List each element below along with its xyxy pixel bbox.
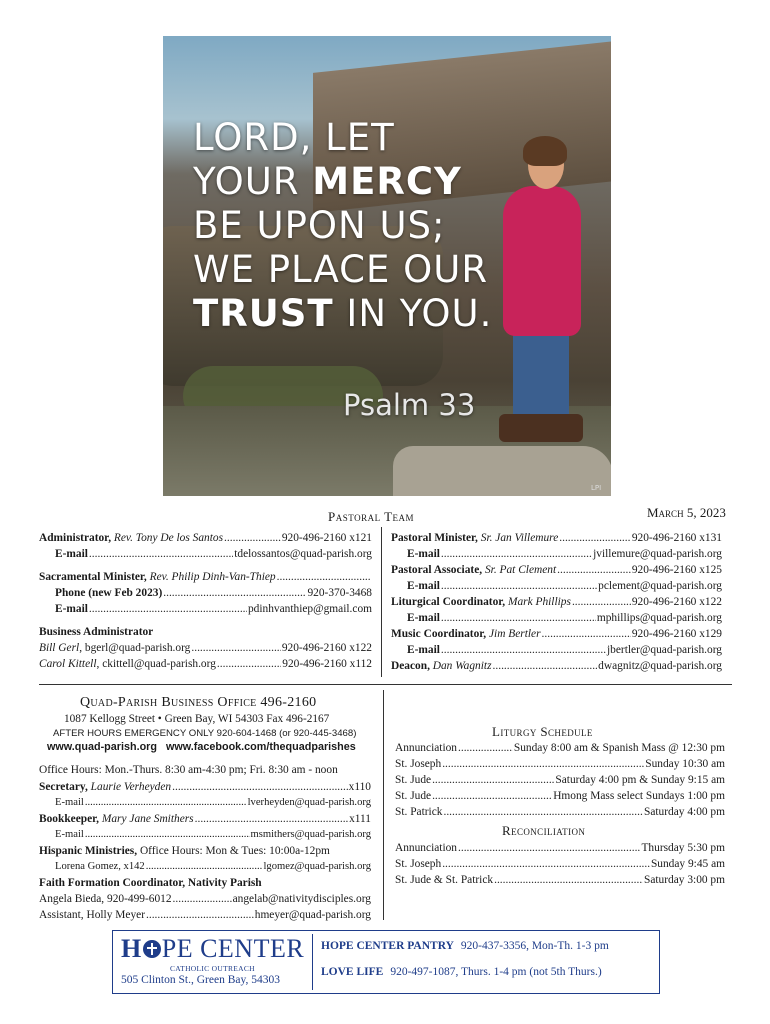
row-value: Sunday 9:45 am xyxy=(650,858,725,870)
row-value: mphillips@quad-parish.org xyxy=(596,612,722,624)
plain-label: E-mail xyxy=(55,797,84,808)
role-label: Music Coordinator, xyxy=(391,628,489,640)
row-label xyxy=(391,562,556,578)
row-label xyxy=(39,891,172,907)
row-label xyxy=(39,843,330,859)
box-divider xyxy=(312,934,313,990)
list-row xyxy=(39,569,372,585)
cross-icon xyxy=(143,940,161,958)
row-value: 920-496-2160 x125 xyxy=(631,564,722,576)
plain-label: St. Joseph xyxy=(395,858,442,870)
business-office-title: Quad-Parish Business Office 496-2160 xyxy=(80,695,317,710)
quote-line: LORD, LET xyxy=(193,116,395,159)
dot-leader xyxy=(572,594,631,610)
plain-label: St. Patrick xyxy=(395,806,443,818)
list-row xyxy=(391,546,722,562)
dot-leader xyxy=(146,907,254,923)
list-row xyxy=(391,562,722,578)
row-value: tdelossantos@quad-parish.org xyxy=(234,548,372,560)
role-label: Pastoral Minister, xyxy=(391,532,481,544)
row-value: Sunday 10:30 am xyxy=(645,758,725,770)
row-label xyxy=(395,872,493,888)
woman-boots xyxy=(499,414,583,442)
plain-label: Assistant, Holly Meyer xyxy=(39,909,145,921)
dot-leader xyxy=(442,756,644,772)
row-value: jbertler@quad-parish.org xyxy=(607,644,722,656)
plain-label: Annunciation xyxy=(395,742,458,754)
list-row xyxy=(395,788,725,804)
row-value: 920-370-3468 xyxy=(307,587,372,599)
image-credit: LPI xyxy=(591,484,602,492)
row-label xyxy=(407,578,440,594)
person-name: Rev. Philip Dinh-Van-Thiep xyxy=(149,571,276,583)
business-admin-title: Business Administrator xyxy=(39,626,154,638)
row-value: Sunday 8:00 am & Spanish Mass @ 12:30 pm xyxy=(513,742,725,754)
row-value: lgomez@quad-parish.org xyxy=(263,861,371,872)
row-label xyxy=(395,804,442,820)
role-label: E-mail xyxy=(55,548,88,560)
role-label: E-mail xyxy=(407,612,440,624)
dot-leader xyxy=(146,859,263,875)
row-value: 920-496-2160 x122 xyxy=(631,596,722,608)
bulletin-date: March 5, 2023 xyxy=(647,505,726,520)
psalm-reference: Psalm 33 xyxy=(343,388,476,422)
plain-label: St. Joseph xyxy=(395,758,442,770)
dot-leader xyxy=(85,795,247,811)
list-row xyxy=(39,875,371,891)
list-row xyxy=(39,891,371,907)
person-name: Laurie Verheyden xyxy=(90,781,172,793)
person-name: Carol Kittell xyxy=(39,658,97,670)
list-row xyxy=(391,578,722,594)
pastoral-team-right xyxy=(391,530,722,674)
list-row xyxy=(395,756,725,772)
row-label xyxy=(39,530,223,546)
row-value: Thursday 5:30 pm xyxy=(641,842,725,854)
quote-line: WE PLACE OUR xyxy=(193,248,489,291)
role-label: Faith Formation Coordinator, Nativity Parish xyxy=(39,877,262,889)
role-label: E-mail xyxy=(407,580,440,592)
person-email: , ckittell@quad-parish.org xyxy=(96,658,216,670)
quote-line: TRUST IN YOU. xyxy=(193,292,493,335)
row-value: Saturday 4:00 pm xyxy=(644,806,725,818)
row-label xyxy=(55,859,145,875)
list-row xyxy=(39,827,371,843)
hope-center-logo: H PE CENTER xyxy=(121,934,305,963)
person-email: , bgerl@quad-parish.org xyxy=(79,642,191,654)
plain-label: E-mail xyxy=(55,829,84,840)
dot-leader xyxy=(443,804,643,820)
list-row xyxy=(391,658,722,674)
row-value: pclement@quad-parish.org xyxy=(598,580,722,592)
list-row xyxy=(39,585,372,601)
row-value: x110 xyxy=(348,781,371,793)
row-label xyxy=(407,546,440,562)
liturgy-schedule xyxy=(395,740,725,820)
row-label xyxy=(407,610,440,626)
list-row xyxy=(391,530,722,546)
plain-label: Office Hours: Mon & Tues: 10:00a-12pm xyxy=(139,845,330,857)
love-life-info: LOVE LIFE 920-497-1087, Thurs. 1-4 pm (not 5th Thurs.) xyxy=(321,966,602,978)
row-value: jvillemure@quad-parish.org xyxy=(593,548,722,560)
role-label: Deacon, xyxy=(391,660,433,672)
woman-hair xyxy=(523,136,567,166)
dot-leader xyxy=(557,562,631,578)
person-name: Sr. Jan Villemure xyxy=(480,532,559,544)
row-label xyxy=(39,569,276,585)
role-label: Pastoral Associate, xyxy=(391,564,485,576)
person-name: Mary Jane Smithers xyxy=(101,813,194,825)
plain-label: St. Jude xyxy=(395,774,432,786)
row-label xyxy=(39,656,216,672)
reconciliation-title: Reconciliation xyxy=(502,823,586,838)
row-label xyxy=(395,772,431,788)
role-label: Liturgical Coordinator, xyxy=(391,596,508,608)
dot-leader xyxy=(432,788,552,804)
role-label: E-mail xyxy=(55,603,88,615)
quote-line: BE UPON US; xyxy=(193,204,446,247)
row-value: 920-496-2160 x122 xyxy=(281,642,372,654)
row-value: 920-496-2160 x131 xyxy=(631,532,722,544)
list-row xyxy=(391,594,722,610)
row-label xyxy=(395,740,457,756)
list-row xyxy=(395,804,725,820)
dot-leader xyxy=(441,642,606,658)
dot-leader xyxy=(542,626,631,642)
row-label xyxy=(395,856,441,872)
list-row xyxy=(395,872,725,888)
pantry-info: HOPE CENTER PANTRY 920-437-3356, Mon-Th. 1-3 pm xyxy=(321,940,609,952)
emergency-line: AFTER HOURS EMERGENCY ONLY 920-604-1468 (or 920-445-3468) xyxy=(53,728,357,739)
row-label xyxy=(395,840,457,856)
person-name: Sr. Pat Clement xyxy=(484,564,557,576)
list-row xyxy=(39,656,372,672)
list-row xyxy=(39,530,372,546)
row-label xyxy=(55,585,162,601)
row-value: Saturday 3:00 pm xyxy=(644,874,725,886)
office-address: 1087 Kellogg Street • Green Bay, WI 54303 Fax 496-2167 xyxy=(64,713,330,725)
office-staff-list xyxy=(39,762,371,923)
liturgy-schedule-title: Liturgy Schedule xyxy=(492,724,593,739)
dot-leader xyxy=(442,856,650,872)
dot-leader xyxy=(85,827,250,843)
quote-line: YOUR MERCY xyxy=(193,160,462,203)
role-label: E-mail xyxy=(407,644,440,656)
role-label: Phone (new Feb 2023) xyxy=(55,587,163,599)
list-row xyxy=(395,840,725,856)
dot-leader xyxy=(89,601,247,617)
pastoral-team-left xyxy=(39,530,372,672)
list-row xyxy=(391,642,722,658)
hero-image xyxy=(163,36,611,496)
dot-leader xyxy=(163,585,306,601)
person-name: Bill Gerl xyxy=(39,642,80,654)
column-divider xyxy=(383,690,384,920)
list-row xyxy=(39,640,372,656)
plain-label: St. Jude xyxy=(395,790,432,802)
list-row xyxy=(39,546,372,562)
dot-leader xyxy=(441,610,596,626)
list-row xyxy=(395,856,725,872)
row-value: 920-496-2160 x129 xyxy=(631,628,722,640)
row-value: Hmong Mass select Sundays 1:00 pm xyxy=(553,790,725,802)
role-label: Hispanic Ministries, xyxy=(39,845,140,857)
dot-leader xyxy=(432,772,554,788)
row-label xyxy=(395,756,441,772)
row-value: lverheyden@quad-parish.org xyxy=(247,797,371,808)
office-websites: www.quad-parish.org www.facebook.com/thequadparishes xyxy=(47,741,356,753)
list-row xyxy=(395,740,725,756)
plain-label: St. Jude & St. Patrick xyxy=(395,874,494,886)
list-row xyxy=(395,772,725,788)
person-name: Rev. Tony De los Santos xyxy=(113,532,224,544)
plain-label: Annunciation xyxy=(395,842,458,854)
column-divider xyxy=(381,527,382,677)
row-value: msmithers@quad-parish.org xyxy=(250,829,371,840)
dot-leader xyxy=(191,640,280,656)
row-label xyxy=(39,907,145,923)
role-label: Administrator, xyxy=(39,532,114,544)
hero-quote xyxy=(193,116,513,336)
plain-label: Angela Bieda, 920-499-6012 xyxy=(39,893,172,905)
role-label: Secretary, xyxy=(39,781,91,793)
list-row xyxy=(391,610,722,626)
section-divider xyxy=(39,684,732,685)
row-label xyxy=(395,788,431,804)
reconciliation-schedule xyxy=(395,840,725,888)
list-row xyxy=(39,843,371,859)
plain-label: Lorena Gomez, x142 xyxy=(55,861,145,872)
row-label xyxy=(407,642,440,658)
dot-leader xyxy=(172,779,348,795)
office-hours: Office Hours: Mon.-Thurs. 8:30 am-4:30 pm; Fri. 8:30 am - noon xyxy=(39,764,338,776)
row-label xyxy=(55,795,84,811)
row-label xyxy=(55,827,84,843)
role-label: E-mail xyxy=(407,548,440,560)
role-label: Sacramental Minister, xyxy=(39,571,150,583)
row-label xyxy=(39,875,262,891)
dot-leader xyxy=(494,872,643,888)
hope-center-address: 505 Clinton St., Green Bay, 54303 xyxy=(121,974,280,986)
list-row xyxy=(39,859,371,875)
dot-leader xyxy=(458,740,513,756)
dot-leader xyxy=(441,578,597,594)
dot-leader xyxy=(277,569,371,585)
dot-leader xyxy=(173,891,232,907)
row-value: dwagnitz@quad-parish.org xyxy=(598,660,722,672)
dot-leader xyxy=(559,530,631,546)
dot-leader xyxy=(89,546,233,562)
woman-legs xyxy=(513,331,569,421)
row-label xyxy=(391,626,541,642)
pastoral-team-title: Pastoral Team xyxy=(328,509,415,524)
person-name: Jim Bertler xyxy=(488,628,541,640)
row-value: hmeyer@quad-parish.org xyxy=(254,909,371,921)
list-row xyxy=(39,795,371,811)
dot-leader xyxy=(217,656,281,672)
dot-leader xyxy=(195,811,348,827)
row-label xyxy=(55,601,88,617)
row-label xyxy=(39,779,171,795)
stone-shape xyxy=(393,446,611,496)
row-label xyxy=(391,594,571,610)
row-value: x111 xyxy=(349,813,371,825)
row-label xyxy=(391,658,492,674)
list-row xyxy=(39,779,371,795)
role-label: Bookkeeper, xyxy=(39,813,102,825)
person-name: Dan Wagnitz xyxy=(432,660,492,672)
list-row xyxy=(39,907,371,923)
row-label xyxy=(391,530,558,546)
row-value: Saturday 4:00 pm & Sunday 9:15 am xyxy=(555,774,725,786)
list-row xyxy=(391,626,722,642)
person-name: Mark Phillips xyxy=(507,596,571,608)
row-value: pdinhvanthiep@gmail.com xyxy=(247,603,372,615)
dot-leader xyxy=(224,530,281,546)
hope-center-subtitle: CATHOLIC OUTREACH xyxy=(170,964,255,973)
hope-center-box xyxy=(112,930,660,994)
row-label xyxy=(39,640,190,656)
list-row xyxy=(39,601,372,617)
dot-leader xyxy=(493,658,598,674)
dot-leader xyxy=(441,546,592,562)
row-value: angelab@nativitydisciples.org xyxy=(232,893,371,905)
dot-leader xyxy=(458,840,640,856)
row-label xyxy=(55,546,88,562)
list-row xyxy=(39,811,371,827)
row-value: 920-496-2160 x121 xyxy=(281,532,372,544)
woman-coat xyxy=(503,186,581,336)
row-label xyxy=(39,811,194,827)
row-value: 920-496-2160 x112 xyxy=(282,658,372,670)
